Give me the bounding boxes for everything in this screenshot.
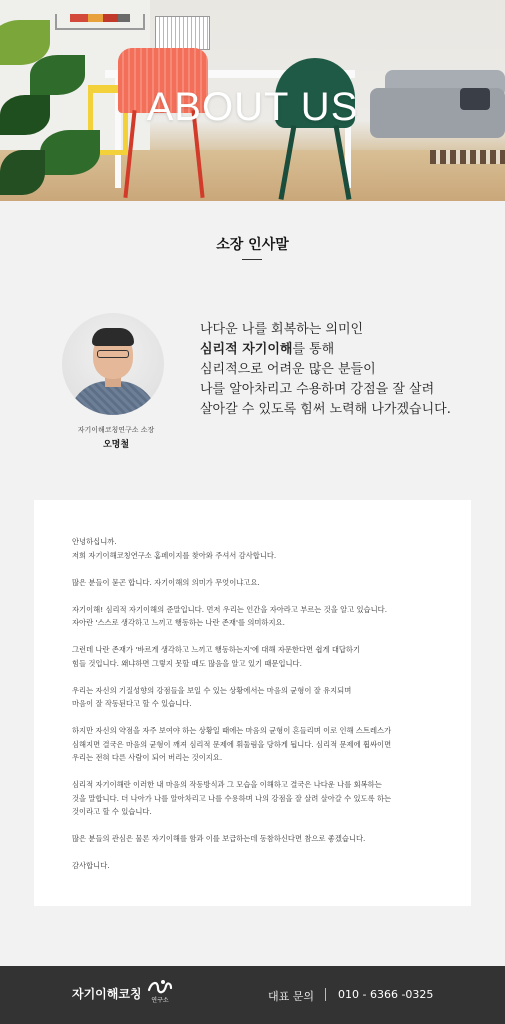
hero-rug xyxy=(430,150,505,164)
intro-line: 살아갈 수 있도록 힘써 노력해 나가겠습니다. xyxy=(200,402,451,417)
section-title: 소장 인사말 xyxy=(216,237,289,253)
letter-line: 심리적 자기이해란 이러한 내 마음의 작동방식과 그 모습을 이해하고 결국은 나다운 나를 회복하는 xyxy=(72,780,382,789)
letter-paragraph xyxy=(72,643,442,670)
letter-line: 자아란 '스스로 생각하고 느끼고 행동하는 나란 존재'를 의미하지요. xyxy=(72,618,285,627)
letter-line: 하지만 자신의 약점을 자주 보여야 하는 상황일 때에는 마음의 균형이 흔들리며 이로 인해 스트레스가 xyxy=(72,726,392,735)
letter-line: 많은 분들의 관심은 물론 자기이해를 함과 이를 보급하는데 동참하신다면 참으로 좋겠습니다. xyxy=(72,834,366,843)
footer-brand-name[interactable]: 자기이해코칭 xyxy=(72,987,142,1001)
letter-line: 안녕하십니까. xyxy=(72,537,117,546)
letter-paragraph xyxy=(72,832,442,846)
hero-radiator xyxy=(155,16,210,50)
letter-line: 감사합니다. xyxy=(72,861,110,870)
letter-line: 것을 말합니다. 더 나아가 나를 알아차리고 나를 수용하며 나의 강점을 잘 살려 살아갈 수 있도록 하는 xyxy=(72,793,392,803)
letter-line: 그런데 나란 존재가 '바르게 생각하고 느끼고 행동하는지'에 대해 자문한다면 쉽게 대답하기 xyxy=(72,645,361,654)
letter-line: 마음이 잘 작동된다고 할 수 있습니다. xyxy=(72,699,192,708)
director-photo xyxy=(62,313,164,415)
letter-line: 우리는 전혀 다른 사람이 되어 버리는 것이지요. xyxy=(72,753,223,762)
letter-paragraph xyxy=(72,535,442,562)
footer-divider xyxy=(325,988,326,1001)
hero-books xyxy=(70,14,130,22)
plant-leaf xyxy=(0,150,45,195)
photo-hair xyxy=(92,328,134,346)
letter-paragraph xyxy=(72,576,442,590)
letter-line: 우리는 자신의 기질성향의 강점들을 보일 수 있는 상황에서는 마음의 균형이 잘 유지되며 xyxy=(72,685,352,695)
director-role: 자기이해코칭연구소 소장 xyxy=(77,426,155,434)
intro-line: 나다운 나를 회복하는 의미인 xyxy=(200,322,364,337)
intro-line: 심리적으로 어려운 많은 분들이 xyxy=(200,362,376,377)
letter-paragraph xyxy=(72,859,442,873)
greeting-letter xyxy=(72,535,442,886)
footer-contact-label: 대표 문의 xyxy=(268,990,315,1003)
letter-line: 많은 분들이 묻곤 합니다. 자기이해의 의미가 무엇이냐고요. xyxy=(72,577,260,587)
intro-emphasis: 심리적 자기이해 xyxy=(200,342,293,357)
letter-paragraph xyxy=(72,684,442,711)
letter-paragraph xyxy=(72,778,442,819)
intro-line xyxy=(200,340,490,360)
footer-phone-link[interactable]: 010 - 6366 -0325 xyxy=(338,988,434,1001)
letter-line: 것이라고 할 수 있습니다. xyxy=(72,807,152,816)
brand-logo-icon[interactable] xyxy=(146,978,174,1004)
letter-paragraph xyxy=(72,603,442,630)
letter-line: 저희 자기이해코칭연구소 홈페이지를 찾아와 주셔서 감사합니다. xyxy=(72,550,277,560)
letter-line: 힘들 것입니다. 왜냐하면 그렇지 못할 때도 많음을 알고 있기 때문입니다. xyxy=(72,658,302,668)
letter-paragraph xyxy=(72,724,442,765)
intro-statement xyxy=(200,320,490,420)
director-name: 오명철 xyxy=(102,440,130,450)
letter-line: 자기이해! 심리적 자기이해의 준말입니다. 먼저 우리는 인간을 자아라고 부르는 것을 알고 있습니다. xyxy=(72,604,388,614)
hero-title: ABOUT US xyxy=(146,85,359,129)
photo-glasses xyxy=(97,350,129,358)
section-title-underline xyxy=(242,259,262,260)
plant-leaf xyxy=(40,130,100,175)
letter-line: 심해지면 결국은 마음의 균형이 깨져 심리적 문제에 휘둘림을 당하게 됩니다. 심리적 문제에 휩싸이면 xyxy=(72,739,392,749)
intro-line-rest: 를 통해 xyxy=(292,342,335,357)
brand-logo-caption: 연구소 xyxy=(151,997,169,1004)
hero-banner xyxy=(0,0,505,201)
intro-line: 나를 알아차리고 수용하며 강점을 잘 살려 xyxy=(200,382,435,397)
